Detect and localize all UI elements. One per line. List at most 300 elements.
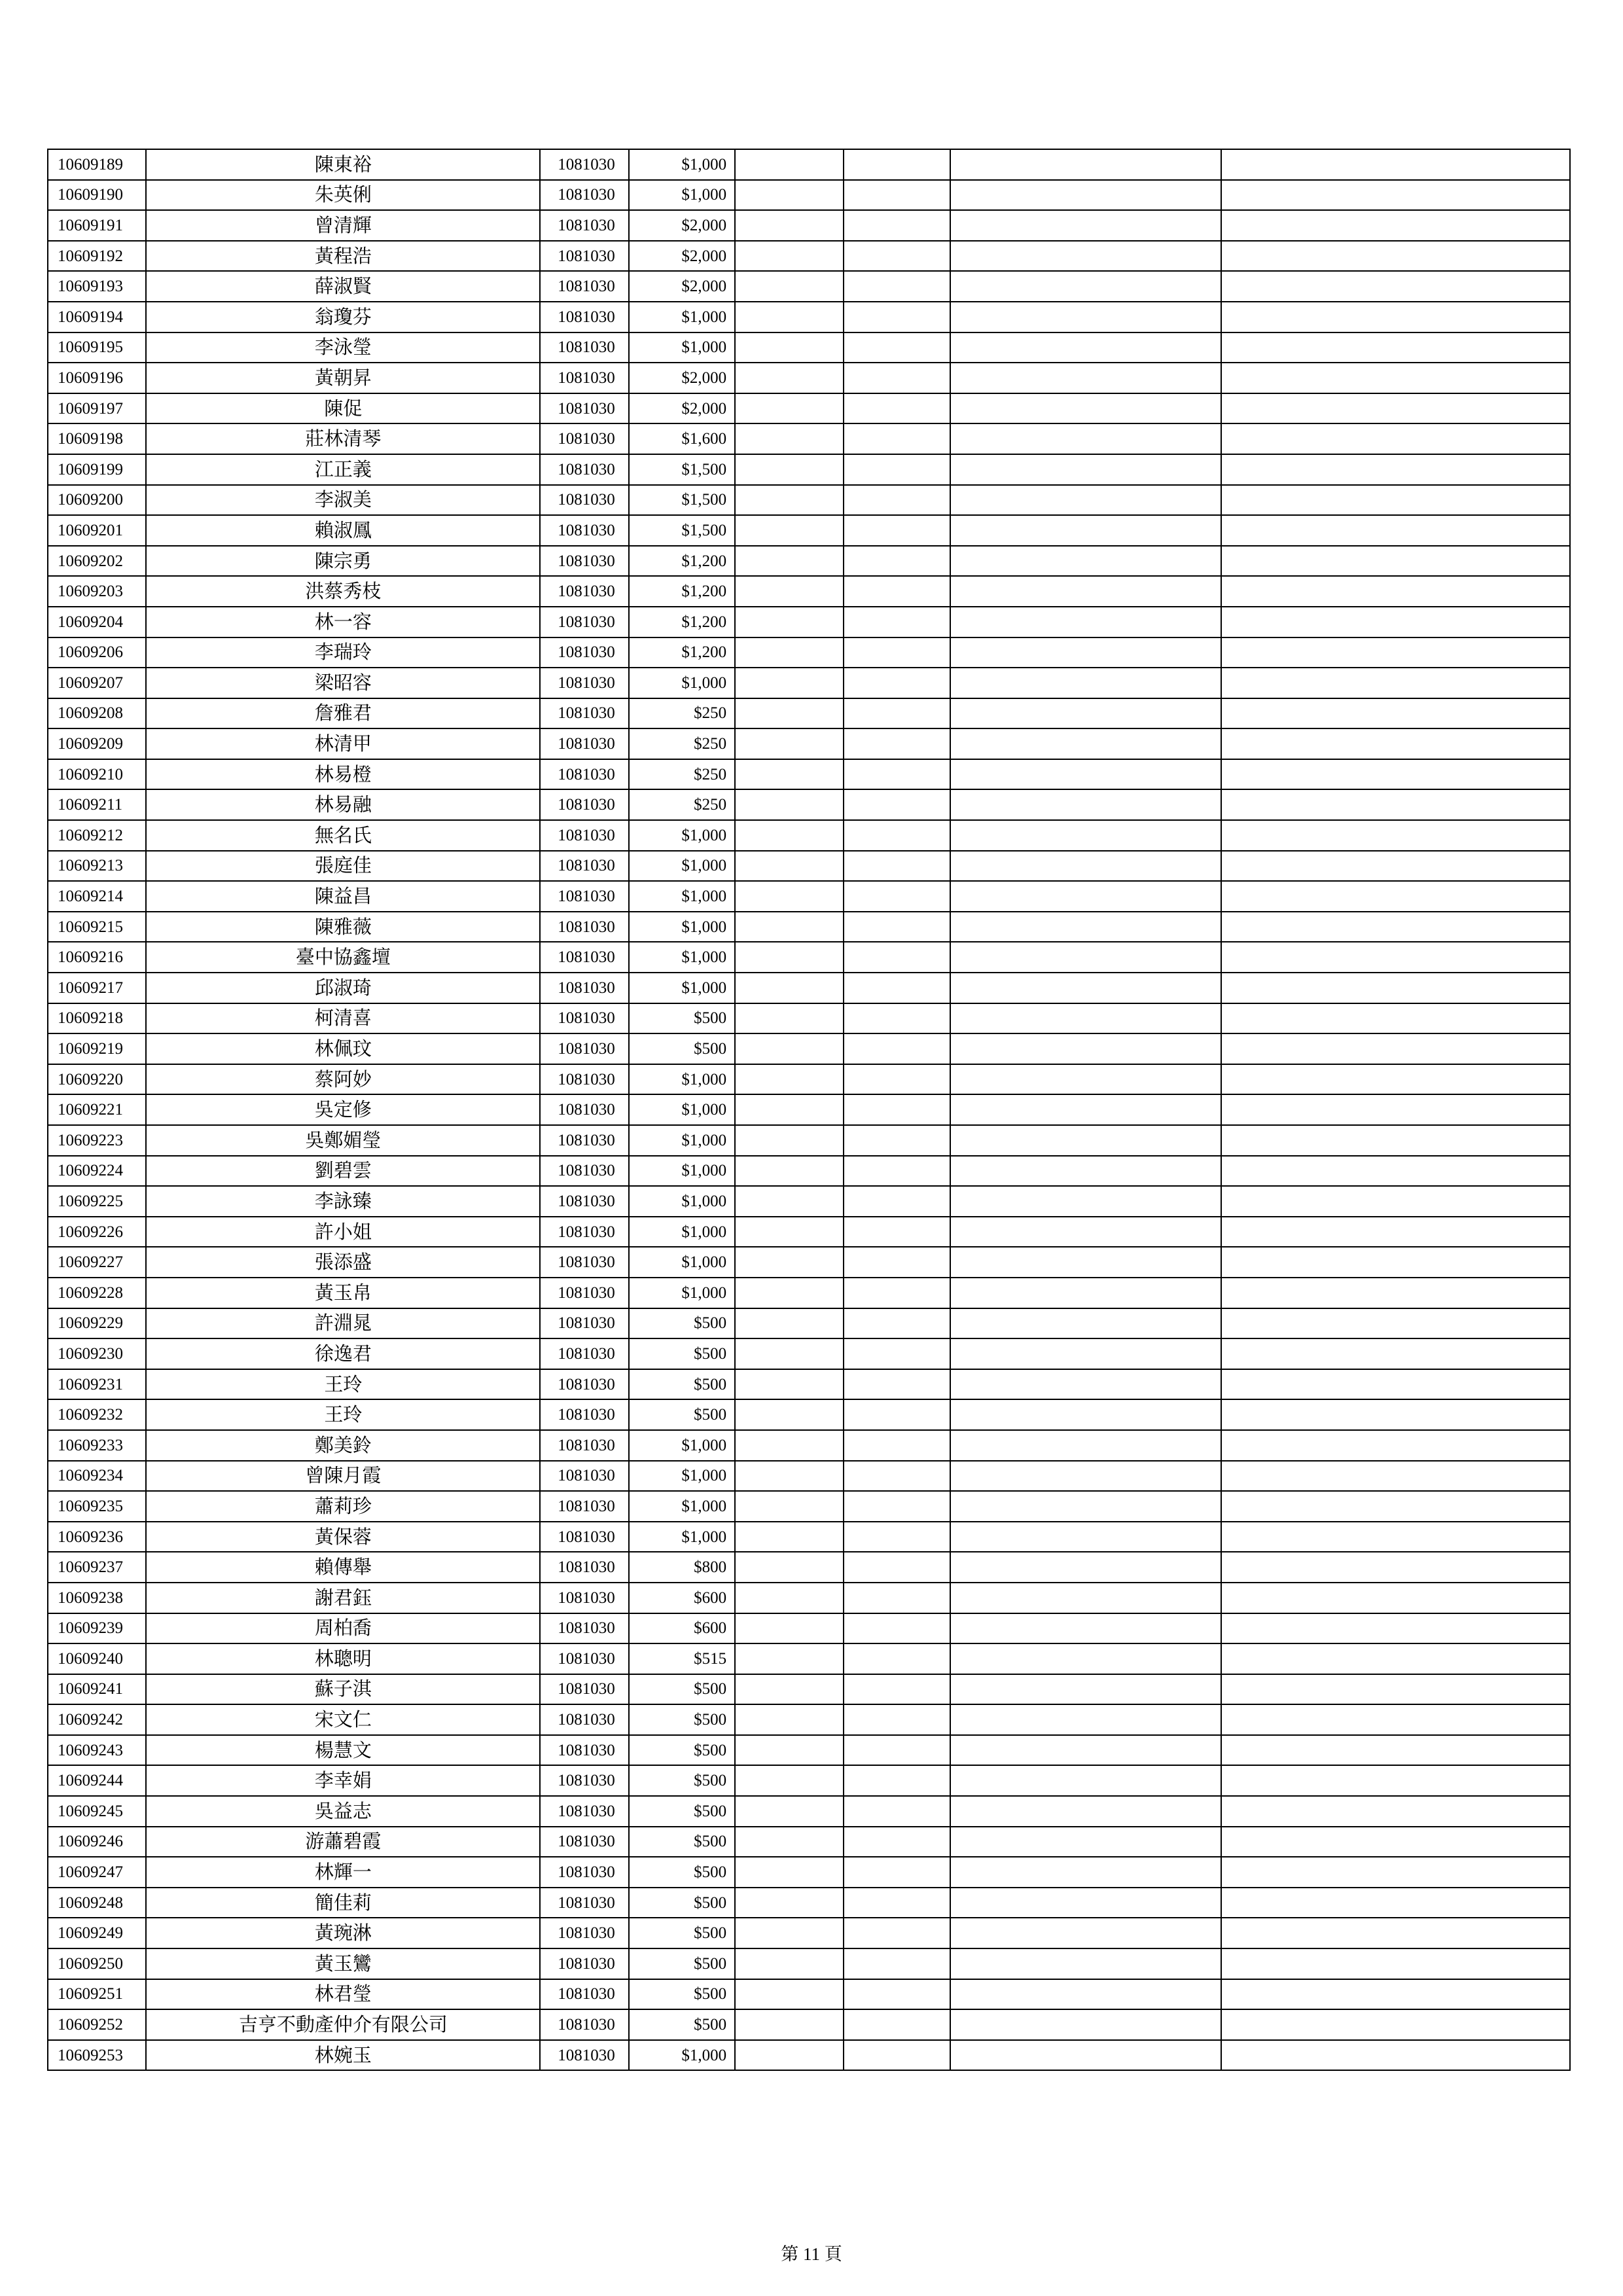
empty-cell bbox=[1221, 2009, 1570, 2040]
donor-id-cell: 10609228 bbox=[48, 1278, 146, 1308]
ledger-body bbox=[48, 149, 1570, 2070]
empty-cell bbox=[844, 820, 950, 851]
donation-amount-cell: $500 bbox=[629, 1369, 735, 1400]
donation-date-cell: 1081030 bbox=[540, 363, 628, 393]
empty-cell bbox=[1221, 820, 1570, 851]
donation-amount-cell: $500 bbox=[629, 1918, 735, 1948]
donation-date-cell: 1081030 bbox=[540, 1125, 628, 1156]
empty-cell bbox=[950, 1643, 1221, 1674]
empty-cell bbox=[844, 2040, 950, 2071]
table-row bbox=[48, 1857, 1570, 1888]
empty-cell bbox=[950, 180, 1221, 211]
empty-cell bbox=[844, 1918, 950, 1948]
donation-amount-cell: $1,000 bbox=[629, 1461, 735, 1492]
donor-id-cell: 10609202 bbox=[48, 546, 146, 577]
donation-date-cell: 1081030 bbox=[540, 1156, 628, 1187]
table-row bbox=[48, 1827, 1570, 1857]
empty-cell bbox=[950, 271, 1221, 302]
empty-cell bbox=[1221, 1796, 1570, 1827]
empty-cell bbox=[1221, 1888, 1570, 1918]
donor-name-cell: 詹雅君 bbox=[146, 698, 540, 729]
empty-cell bbox=[735, 485, 843, 516]
donation-date-cell: 1081030 bbox=[540, 302, 628, 332]
empty-cell bbox=[844, 759, 950, 790]
empty-cell bbox=[735, 515, 843, 546]
table-row bbox=[48, 1918, 1570, 1948]
empty-cell bbox=[735, 1369, 843, 1400]
donation-amount-cell: $2,000 bbox=[629, 363, 735, 393]
empty-cell bbox=[950, 241, 1221, 272]
donor-id-cell: 10609201 bbox=[48, 515, 146, 546]
empty-cell bbox=[844, 1186, 950, 1217]
donor-id-cell: 10609250 bbox=[48, 1948, 146, 1979]
donor-id-cell: 10609251 bbox=[48, 1979, 146, 2010]
donor-name-cell: 吳益志 bbox=[146, 1796, 540, 1827]
empty-cell bbox=[950, 1765, 1221, 1796]
table-row bbox=[48, 1033, 1570, 1064]
donor-id-cell: 10609247 bbox=[48, 1857, 146, 1888]
donation-date-cell: 1081030 bbox=[540, 423, 628, 454]
donor-id-cell: 10609208 bbox=[48, 698, 146, 729]
table-row bbox=[48, 1522, 1570, 1552]
empty-cell bbox=[844, 607, 950, 637]
empty-cell bbox=[950, 1552, 1221, 1583]
table-row bbox=[48, 1399, 1570, 1430]
empty-cell bbox=[950, 1796, 1221, 1827]
donation-amount-cell: $1,000 bbox=[629, 180, 735, 211]
donor-name-cell: 翁瓊芬 bbox=[146, 302, 540, 332]
donor-name-cell: 宋文仁 bbox=[146, 1704, 540, 1735]
empty-cell bbox=[1221, 576, 1570, 607]
donor-id-cell: 10609210 bbox=[48, 759, 146, 790]
empty-cell bbox=[735, 973, 843, 1003]
empty-cell bbox=[735, 180, 843, 211]
donor-name-cell: 陳益昌 bbox=[146, 881, 540, 912]
donation-date-cell: 1081030 bbox=[540, 637, 628, 668]
empty-cell bbox=[844, 1704, 950, 1735]
empty-cell bbox=[1221, 302, 1570, 332]
empty-cell bbox=[1221, 1827, 1570, 1857]
table-row bbox=[48, 942, 1570, 973]
donation-amount-cell: $1,000 bbox=[629, 1278, 735, 1308]
empty-cell bbox=[735, 332, 843, 363]
empty-cell bbox=[1221, 1857, 1570, 1888]
table-row bbox=[48, 973, 1570, 1003]
table-row bbox=[48, 912, 1570, 942]
empty-cell bbox=[1221, 2040, 1570, 2071]
donation-amount-cell: $250 bbox=[629, 759, 735, 790]
empty-cell bbox=[844, 912, 950, 942]
donor-name-cell: 吉亨不動產仲介有限公司 bbox=[146, 2009, 540, 2040]
empty-cell bbox=[735, 1399, 843, 1430]
table-row bbox=[48, 180, 1570, 211]
empty-cell bbox=[1221, 1461, 1570, 1492]
donation-amount-cell: $500 bbox=[629, 1857, 735, 1888]
empty-cell bbox=[950, 363, 1221, 393]
table-row bbox=[48, 302, 1570, 332]
empty-cell bbox=[1221, 1735, 1570, 1766]
donation-amount-cell: $1,000 bbox=[629, 1094, 735, 1125]
empty-cell bbox=[950, 1338, 1221, 1369]
donation-amount-cell: $2,000 bbox=[629, 393, 735, 424]
table-row bbox=[48, 881, 1570, 912]
empty-cell bbox=[735, 1308, 843, 1339]
table-row bbox=[48, 1888, 1570, 1918]
empty-cell bbox=[735, 1674, 843, 1705]
empty-cell bbox=[950, 759, 1221, 790]
donor-name-cell: 徐逸君 bbox=[146, 1338, 540, 1369]
empty-cell bbox=[950, 1918, 1221, 1948]
donation-date-cell: 1081030 bbox=[540, 1674, 628, 1705]
page-number: 第 11 頁 bbox=[781, 2244, 842, 2264]
donation-ledger-table bbox=[47, 149, 1571, 2071]
empty-cell bbox=[1221, 1399, 1570, 1430]
donor-id-cell: 10609206 bbox=[48, 637, 146, 668]
empty-cell bbox=[844, 728, 950, 759]
table-row bbox=[48, 1948, 1570, 1979]
empty-cell bbox=[735, 668, 843, 698]
table-row bbox=[48, 1735, 1570, 1766]
empty-cell bbox=[844, 881, 950, 912]
empty-cell bbox=[735, 820, 843, 851]
empty-cell bbox=[735, 637, 843, 668]
table-row bbox=[48, 1979, 1570, 2010]
empty-cell bbox=[1221, 1643, 1570, 1674]
donation-date-cell: 1081030 bbox=[540, 1094, 628, 1125]
empty-cell bbox=[950, 1247, 1221, 1278]
empty-cell bbox=[844, 851, 950, 882]
donation-amount-cell: $1,000 bbox=[629, 881, 735, 912]
donor-name-cell: 張添盛 bbox=[146, 1247, 540, 1278]
donation-date-cell: 1081030 bbox=[540, 149, 628, 180]
empty-cell bbox=[1221, 1704, 1570, 1735]
empty-cell bbox=[844, 942, 950, 973]
empty-cell bbox=[844, 271, 950, 302]
donation-date-cell: 1081030 bbox=[540, 1399, 628, 1430]
empty-cell bbox=[735, 759, 843, 790]
table-row bbox=[48, 1247, 1570, 1278]
empty-cell bbox=[735, 1796, 843, 1827]
empty-cell bbox=[844, 1552, 950, 1583]
empty-cell bbox=[844, 180, 950, 211]
empty-cell bbox=[735, 1125, 843, 1156]
donation-date-cell: 1081030 bbox=[540, 485, 628, 516]
donor-name-cell: 林輝一 bbox=[146, 1857, 540, 1888]
empty-cell bbox=[735, 2040, 843, 2071]
donation-amount-cell: $1,000 bbox=[629, 1064, 735, 1095]
empty-cell bbox=[950, 1430, 1221, 1461]
empty-cell bbox=[950, 1491, 1221, 1522]
empty-cell bbox=[844, 1461, 950, 1492]
donor-id-cell: 10609197 bbox=[48, 393, 146, 424]
donation-date-cell: 1081030 bbox=[540, 1003, 628, 1034]
donor-name-cell: 周柏喬 bbox=[146, 1613, 540, 1644]
donation-date-cell: 1081030 bbox=[540, 1979, 628, 2010]
donor-name-cell: 莊林清琴 bbox=[146, 423, 540, 454]
empty-cell bbox=[844, 1796, 950, 1827]
empty-cell bbox=[950, 1613, 1221, 1644]
donation-amount-cell: $500 bbox=[629, 1979, 735, 2010]
donor-name-cell: 蔡阿妙 bbox=[146, 1064, 540, 1095]
empty-cell bbox=[950, 851, 1221, 882]
donor-id-cell: 10609212 bbox=[48, 820, 146, 851]
empty-cell bbox=[844, 393, 950, 424]
table-row bbox=[48, 789, 1570, 820]
empty-cell bbox=[1221, 851, 1570, 882]
empty-cell bbox=[844, 1430, 950, 1461]
donor-name-cell: 林聰明 bbox=[146, 1643, 540, 1674]
donation-amount-cell: $1,200 bbox=[629, 607, 735, 637]
donor-id-cell: 10609203 bbox=[48, 576, 146, 607]
donor-id-cell: 10609227 bbox=[48, 1247, 146, 1278]
donation-amount-cell: $500 bbox=[629, 1003, 735, 1034]
empty-cell bbox=[1221, 1003, 1570, 1034]
empty-cell bbox=[950, 332, 1221, 363]
donor-id-cell: 10609196 bbox=[48, 363, 146, 393]
empty-cell bbox=[1221, 423, 1570, 454]
donor-id-cell: 10609195 bbox=[48, 332, 146, 363]
empty-cell bbox=[1221, 1186, 1570, 1217]
empty-cell bbox=[950, 1948, 1221, 1979]
donation-date-cell: 1081030 bbox=[540, 1064, 628, 1095]
empty-cell bbox=[1221, 210, 1570, 241]
donor-id-cell: 10609214 bbox=[48, 881, 146, 912]
table-row bbox=[48, 1278, 1570, 1308]
donation-date-cell: 1081030 bbox=[540, 1308, 628, 1339]
donor-id-cell: 10609235 bbox=[48, 1491, 146, 1522]
empty-cell bbox=[735, 789, 843, 820]
empty-cell bbox=[735, 271, 843, 302]
empty-cell bbox=[950, 912, 1221, 942]
donor-name-cell: 李瑞玲 bbox=[146, 637, 540, 668]
empty-cell bbox=[844, 1643, 950, 1674]
donation-date-cell: 1081030 bbox=[540, 668, 628, 698]
donor-name-cell: 林君瑩 bbox=[146, 1979, 540, 2010]
donation-date-cell: 1081030 bbox=[540, 1827, 628, 1857]
empty-cell bbox=[1221, 1247, 1570, 1278]
empty-cell bbox=[950, 485, 1221, 516]
empty-cell bbox=[735, 1979, 843, 2010]
donor-name-cell: 劉碧雲 bbox=[146, 1156, 540, 1187]
donation-amount-cell: $1,500 bbox=[629, 454, 735, 485]
donor-id-cell: 10609199 bbox=[48, 454, 146, 485]
donor-id-cell: 10609223 bbox=[48, 1125, 146, 1156]
empty-cell bbox=[844, 454, 950, 485]
table-row bbox=[48, 1461, 1570, 1492]
empty-cell bbox=[844, 1613, 950, 1644]
empty-cell bbox=[844, 2009, 950, 2040]
empty-cell bbox=[735, 1827, 843, 1857]
empty-cell bbox=[1221, 912, 1570, 942]
donation-date-cell: 1081030 bbox=[540, 2009, 628, 2040]
donation-amount-cell: $1,000 bbox=[629, 332, 735, 363]
donor-name-cell: 楊慧文 bbox=[146, 1735, 540, 1766]
empty-cell bbox=[735, 1033, 843, 1064]
empty-cell bbox=[950, 789, 1221, 820]
empty-cell bbox=[950, 2009, 1221, 2040]
donor-name-cell: 蕭莉珍 bbox=[146, 1491, 540, 1522]
empty-cell bbox=[735, 1338, 843, 1369]
empty-cell bbox=[735, 942, 843, 973]
donation-amount-cell: $800 bbox=[629, 1552, 735, 1583]
empty-cell bbox=[1221, 1765, 1570, 1796]
empty-cell bbox=[1221, 1948, 1570, 1979]
donor-id-cell: 10609221 bbox=[48, 1094, 146, 1125]
donation-date-cell: 1081030 bbox=[540, 1857, 628, 1888]
donation-amount-cell: $250 bbox=[629, 728, 735, 759]
donor-name-cell: 邱淑琦 bbox=[146, 973, 540, 1003]
donation-date-cell: 1081030 bbox=[540, 2040, 628, 2071]
donation-date-cell: 1081030 bbox=[540, 1888, 628, 1918]
empty-cell bbox=[735, 1643, 843, 1674]
donor-id-cell: 10609225 bbox=[48, 1186, 146, 1217]
donor-id-cell: 10609232 bbox=[48, 1399, 146, 1430]
donor-id-cell: 10609213 bbox=[48, 851, 146, 882]
empty-cell bbox=[950, 1003, 1221, 1034]
donation-date-cell: 1081030 bbox=[540, 180, 628, 211]
empty-cell bbox=[844, 1033, 950, 1064]
donation-date-cell: 1081030 bbox=[540, 759, 628, 790]
donor-id-cell: 10609241 bbox=[48, 1674, 146, 1705]
empty-cell bbox=[1221, 1369, 1570, 1400]
empty-cell bbox=[1221, 271, 1570, 302]
empty-cell bbox=[735, 393, 843, 424]
donor-id-cell: 10609226 bbox=[48, 1217, 146, 1247]
empty-cell bbox=[950, 820, 1221, 851]
donor-id-cell: 10609192 bbox=[48, 241, 146, 272]
empty-cell bbox=[1221, 546, 1570, 577]
empty-cell bbox=[950, 637, 1221, 668]
donation-date-cell: 1081030 bbox=[540, 546, 628, 577]
donor-name-cell: 鄭美鈴 bbox=[146, 1430, 540, 1461]
donation-date-cell: 1081030 bbox=[540, 1491, 628, 1522]
empty-cell bbox=[950, 1979, 1221, 2010]
empty-cell bbox=[1221, 973, 1570, 1003]
donation-date-cell: 1081030 bbox=[540, 912, 628, 942]
donation-date-cell: 1081030 bbox=[540, 210, 628, 241]
donor-name-cell: 林一容 bbox=[146, 607, 540, 637]
empty-cell bbox=[950, 1857, 1221, 1888]
donation-date-cell: 1081030 bbox=[540, 576, 628, 607]
donor-name-cell: 陳東裕 bbox=[146, 149, 540, 180]
table-row bbox=[48, 515, 1570, 546]
empty-cell bbox=[844, 1308, 950, 1339]
empty-cell bbox=[735, 881, 843, 912]
empty-cell bbox=[735, 1552, 843, 1583]
donation-amount-cell: $500 bbox=[629, 1338, 735, 1369]
table-row bbox=[48, 1643, 1570, 1674]
table-row bbox=[48, 1430, 1570, 1461]
donation-amount-cell: $2,000 bbox=[629, 271, 735, 302]
donor-name-cell: 王玲 bbox=[146, 1369, 540, 1400]
donation-date-cell: 1081030 bbox=[540, 789, 628, 820]
donation-amount-cell: $1,000 bbox=[629, 942, 735, 973]
empty-cell bbox=[735, 912, 843, 942]
donation-amount-cell: $1,000 bbox=[629, 851, 735, 882]
empty-cell bbox=[844, 1278, 950, 1308]
donation-amount-cell: $500 bbox=[629, 1796, 735, 1827]
table-row bbox=[48, 454, 1570, 485]
donor-name-cell: 游蕭碧霞 bbox=[146, 1827, 540, 1857]
empty-cell bbox=[735, 607, 843, 637]
empty-cell bbox=[735, 1704, 843, 1735]
empty-cell bbox=[735, 1583, 843, 1613]
empty-cell bbox=[844, 363, 950, 393]
donor-name-cell: 李泳瑩 bbox=[146, 332, 540, 363]
donation-amount-cell: $500 bbox=[629, 1735, 735, 1766]
empty-cell bbox=[950, 393, 1221, 424]
donor-id-cell: 10609193 bbox=[48, 271, 146, 302]
empty-cell bbox=[844, 576, 950, 607]
empty-cell bbox=[735, 1217, 843, 1247]
donor-id-cell: 10609224 bbox=[48, 1156, 146, 1187]
empty-cell bbox=[950, 668, 1221, 698]
table-row bbox=[48, 1369, 1570, 1400]
donation-date-cell: 1081030 bbox=[540, 1369, 628, 1400]
empty-cell bbox=[735, 302, 843, 332]
donation-date-cell: 1081030 bbox=[540, 607, 628, 637]
empty-cell bbox=[1221, 1613, 1570, 1644]
table-row bbox=[48, 1583, 1570, 1613]
empty-cell bbox=[844, 1522, 950, 1552]
empty-cell bbox=[1221, 485, 1570, 516]
donor-id-cell: 10609219 bbox=[48, 1033, 146, 1064]
empty-cell bbox=[844, 332, 950, 363]
donor-name-cell: 蘇子淇 bbox=[146, 1674, 540, 1705]
donation-date-cell: 1081030 bbox=[540, 241, 628, 272]
empty-cell bbox=[844, 302, 950, 332]
donation-date-cell: 1081030 bbox=[540, 820, 628, 851]
donor-name-cell: 吳鄭媚瑩 bbox=[146, 1125, 540, 1156]
donation-date-cell: 1081030 bbox=[540, 454, 628, 485]
empty-cell bbox=[1221, 637, 1570, 668]
donor-id-cell: 10609237 bbox=[48, 1552, 146, 1583]
donation-amount-cell: $1,200 bbox=[629, 637, 735, 668]
empty-cell bbox=[735, 1613, 843, 1644]
donation-date-cell: 1081030 bbox=[540, 332, 628, 363]
empty-cell bbox=[735, 1461, 843, 1492]
donation-date-cell: 1081030 bbox=[540, 1765, 628, 1796]
table-row bbox=[48, 1217, 1570, 1247]
empty-cell bbox=[1221, 241, 1570, 272]
donor-id-cell: 10609220 bbox=[48, 1064, 146, 1095]
donation-date-cell: 1081030 bbox=[540, 1643, 628, 1674]
table-row bbox=[48, 1765, 1570, 1796]
table-row bbox=[48, 1064, 1570, 1095]
empty-cell bbox=[1221, 1522, 1570, 1552]
donor-name-cell: 謝君鈺 bbox=[146, 1583, 540, 1613]
empty-cell bbox=[950, 210, 1221, 241]
donor-id-cell: 10609233 bbox=[48, 1430, 146, 1461]
empty-cell bbox=[844, 1156, 950, 1187]
donor-id-cell: 10609245 bbox=[48, 1796, 146, 1827]
empty-cell bbox=[1221, 728, 1570, 759]
donor-name-cell: 江正義 bbox=[146, 454, 540, 485]
table-row bbox=[48, 332, 1570, 363]
donor-name-cell: 李詠臻 bbox=[146, 1186, 540, 1217]
donor-id-cell: 10609248 bbox=[48, 1888, 146, 1918]
empty-cell bbox=[735, 210, 843, 241]
donor-id-cell: 10609252 bbox=[48, 2009, 146, 2040]
donation-amount-cell: $515 bbox=[629, 1643, 735, 1674]
donor-name-cell: 許小姐 bbox=[146, 1217, 540, 1247]
empty-cell bbox=[844, 1583, 950, 1613]
empty-cell bbox=[844, 1765, 950, 1796]
empty-cell bbox=[844, 789, 950, 820]
donation-amount-cell: $1,000 bbox=[629, 668, 735, 698]
table-row bbox=[48, 1186, 1570, 1217]
donation-amount-cell: $1,000 bbox=[629, 1491, 735, 1522]
